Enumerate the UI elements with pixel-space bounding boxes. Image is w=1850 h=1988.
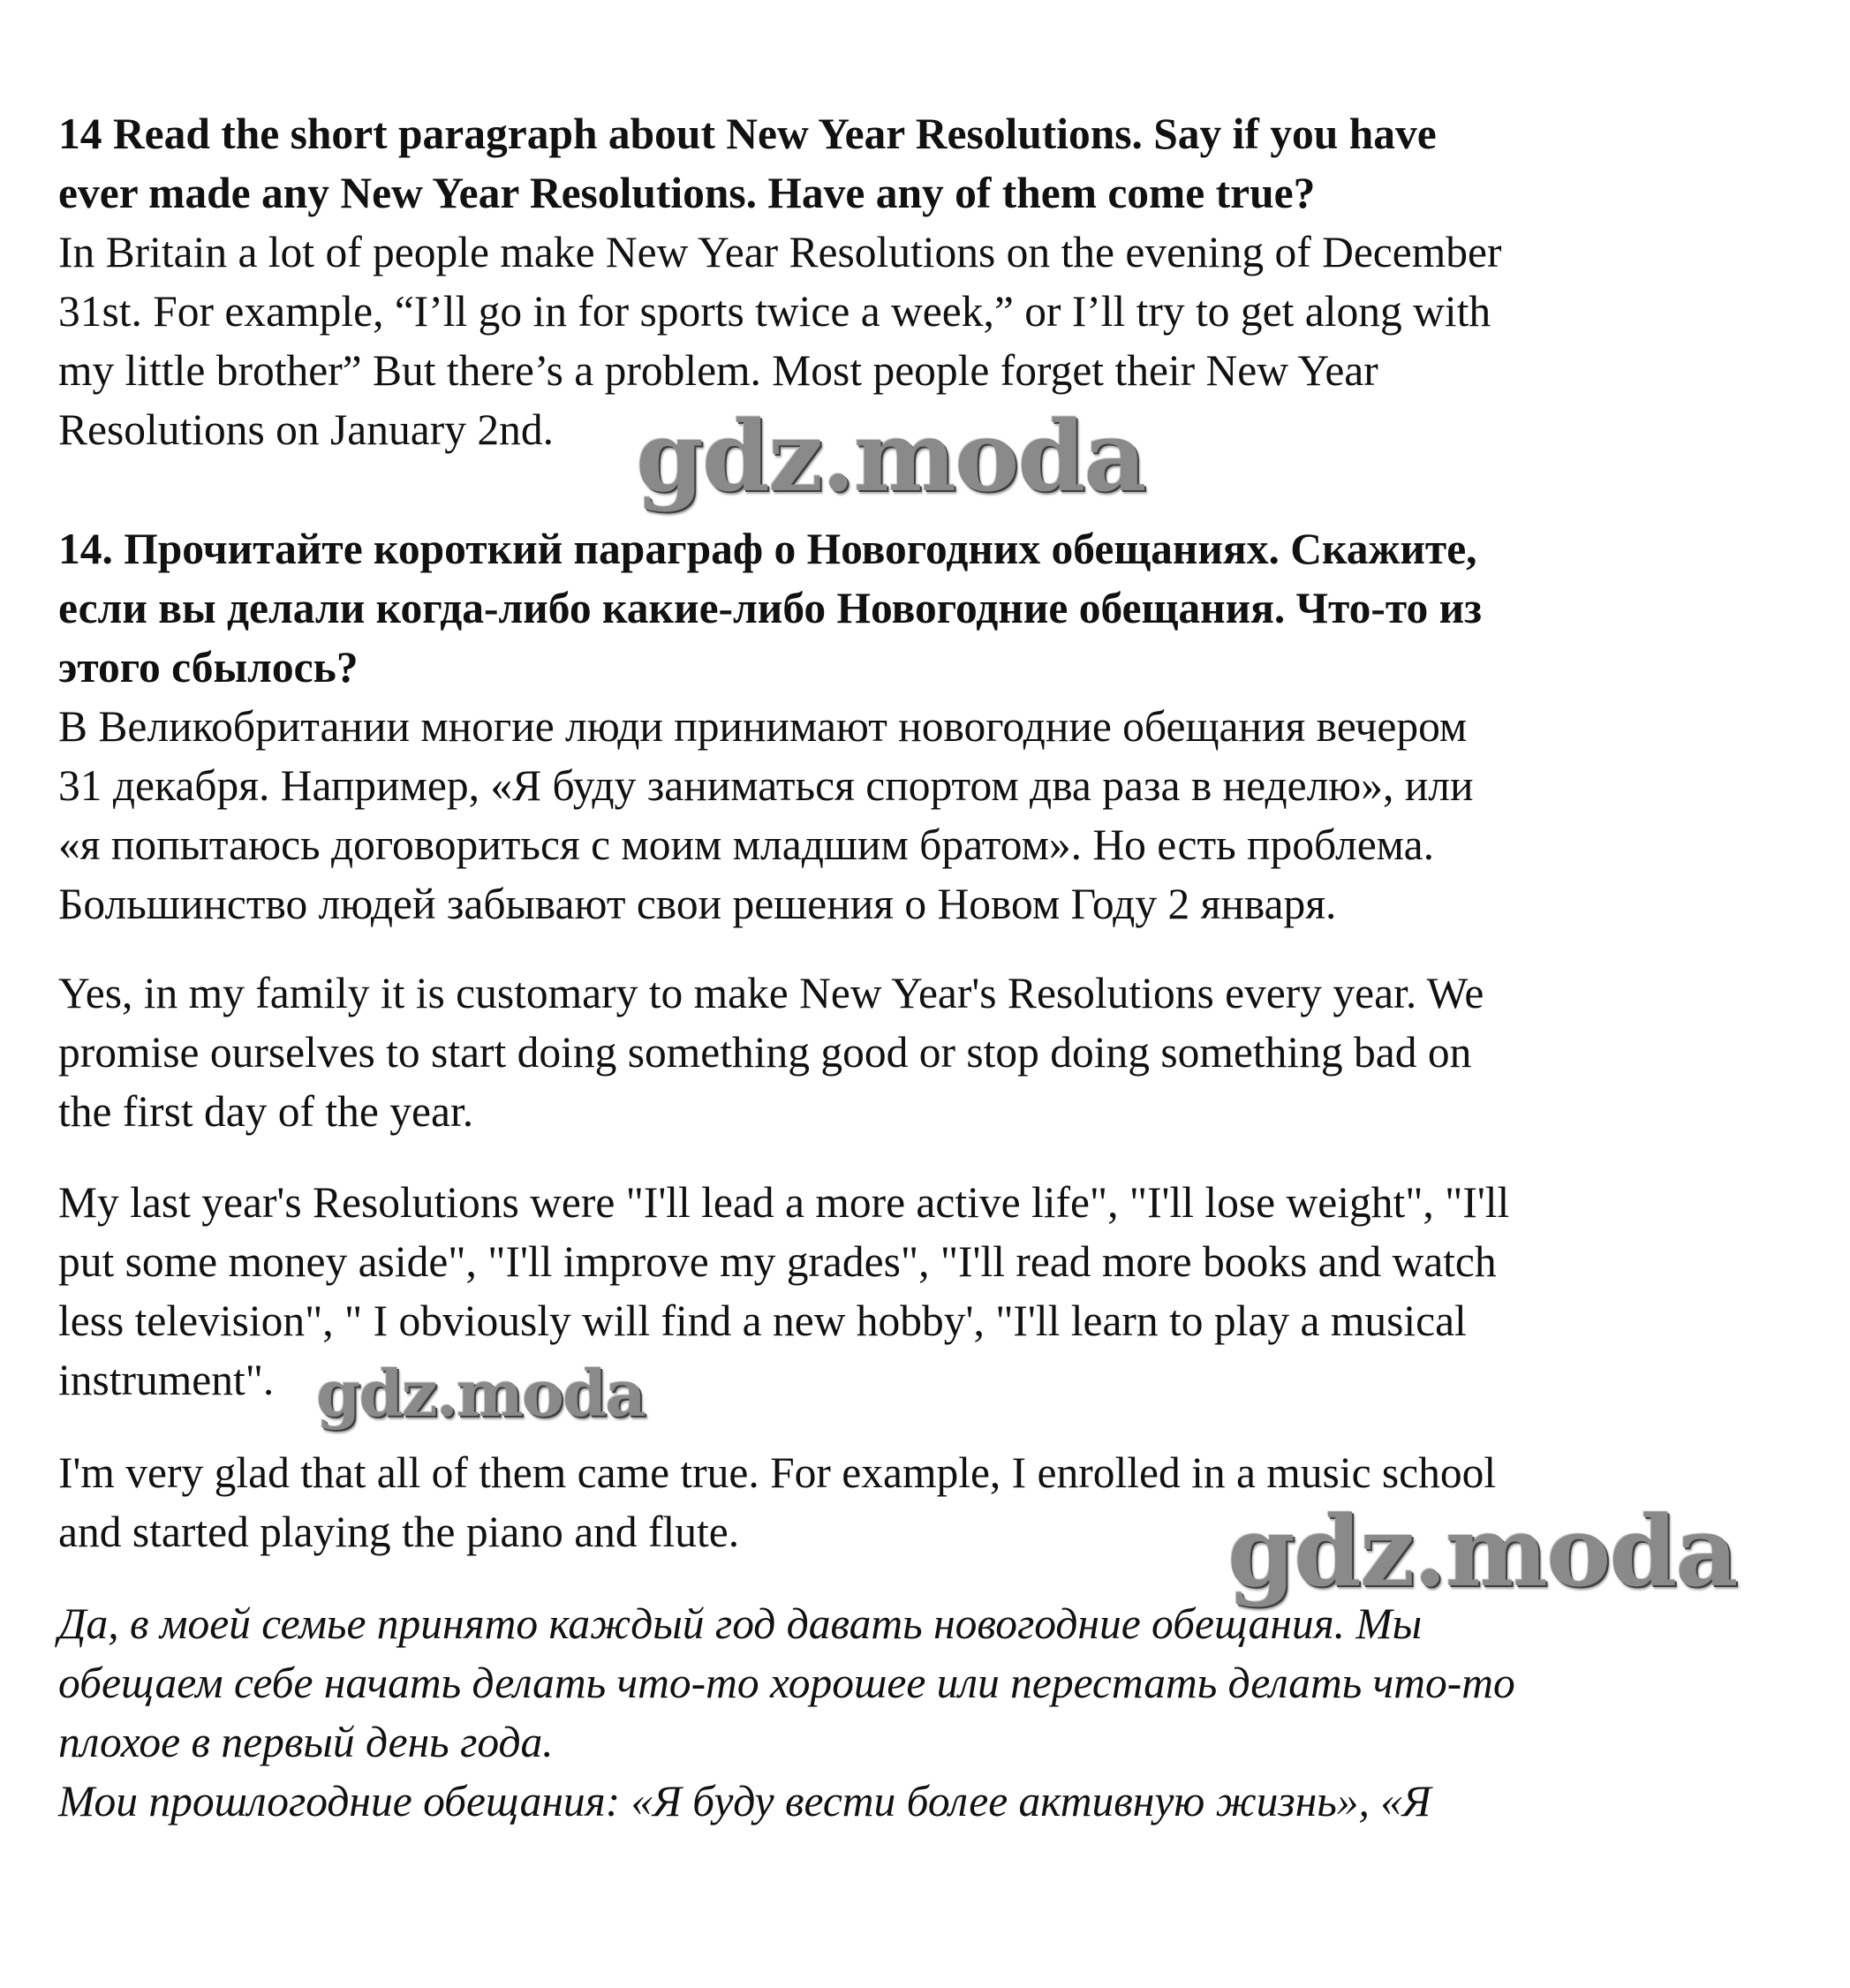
answer-paragraph-3: I'm very glad that all of them came true. For example, I enrolled in a music school and started playing the piano and flute.	[58, 1448, 1497, 1556]
answer-paragraph-2: My last year's Resolutions were "I'll lead a more active life", "I'll lose weight", "I'll put some money aside", "I'll improve my grades", "I'll read more books and watch less television", " I obviously will find a new hobby', "I'll learn to play a musical instrument".	[58, 1178, 1510, 1404]
exercise-text-ru: В Великобритании многие люди принимают новогодние обещания вечером 31 декабря. Например, «Я буду заниматься спортом два раза в неделю», или «я попытаюсь договориться с моим младшим братом». Но есть проблема. Большинство людей забывают свои решения о Новом Году 2 января.	[58, 702, 1474, 928]
watermark-logo: gdz.moda	[1227, 1494, 1737, 1608]
answer-translation-ru: Да, в моей семье принято каждый год давать новогодние обещания. Мы обещаем себе начать делать что-то хорошее или перестать делать что-то плохое в первый день года. Мои прошлогодние обещания: «Я буду вести более активную жизнь», «Я	[58, 1599, 1515, 1825]
exercise-heading-ru: 14. Прочитайте короткий параграф о Новогодних обещаниях. Скажите, если вы делали когда-либо какие-либо Новогодние обещания. Что-то из этого сбылось?	[58, 525, 1483, 692]
answer-paragraph-1: Yes, in my family it is customary to make New Year's Resolutions every year. We promise ourselves to start doing something good or stop doing something bad on the first day of the year.	[58, 969, 1484, 1136]
watermark-logo: gdz.moda	[636, 399, 1145, 513]
watermark-logo: gdz.moda	[316, 1356, 645, 1431]
exercise-heading-en: 14 Read the short paragraph about New Year Resolutions. Say if you have ever made any New Year Resolutions. Have any of them come true?	[58, 110, 1437, 217]
exercise-text-en: In Britain a lot of people make New Year Resolutions on the evening of December 31st. For example, “I’ll go in for sports twice a week,” or I’ll try to get along with my little brother” But there’s a problem. Most people forget their New Year Resolutions on January 2nd.	[58, 228, 1502, 454]
